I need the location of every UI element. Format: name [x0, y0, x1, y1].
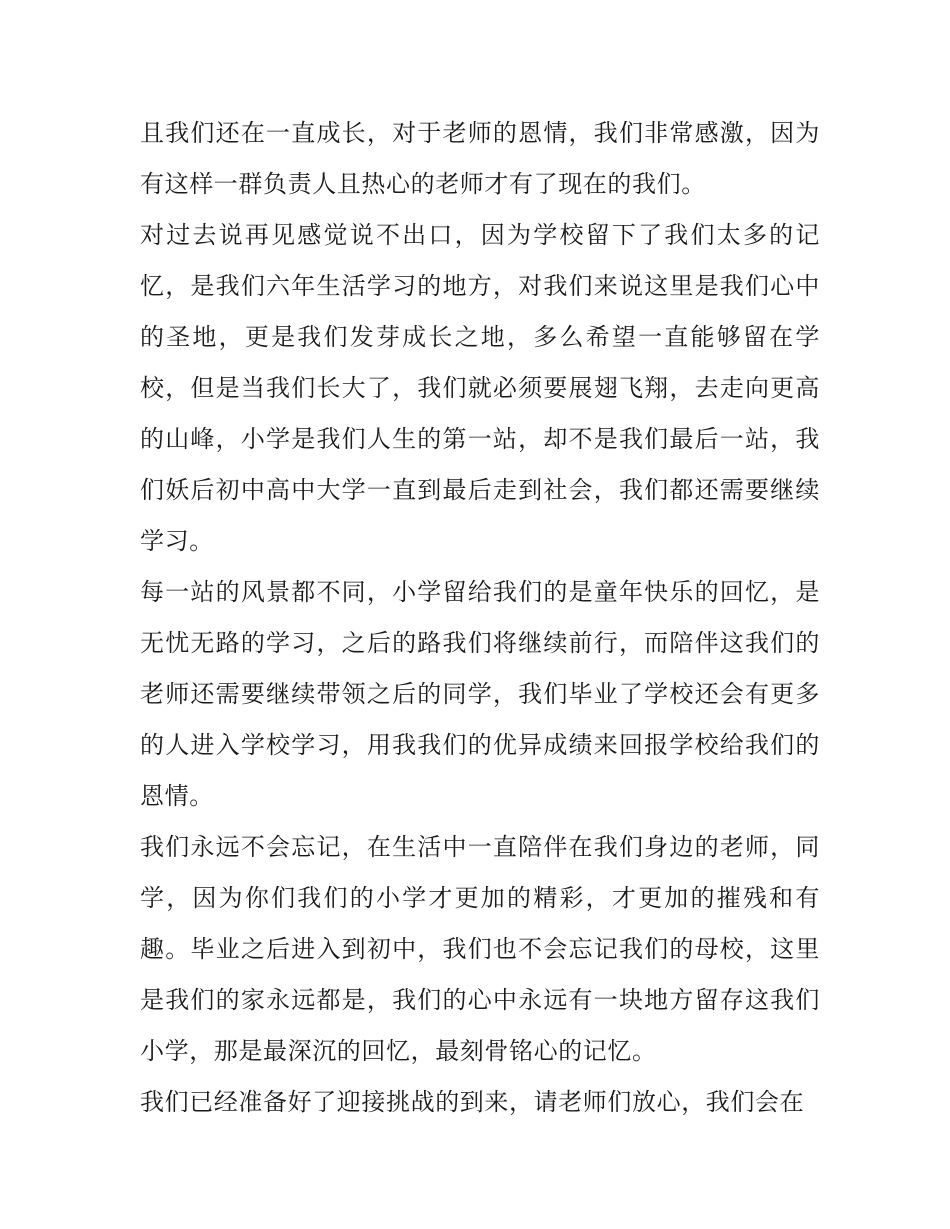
paragraph-3: 每一站的风景都不同，小学留给我们的是童年快乐的回忆，是无忧无路的学习，之后的路我们将继续前行，而陪伴这我们的老师还需要继续带领之后的同学，我们毕业了学校还会有更多的人进入学校学习，用我我们的优异成绩来回报学校给我们的恩情。 [140, 578, 820, 810]
paragraph-4: 我们永远不会忘记，在生活中一直陪伴在我们身边的老师，同学，因为你们我们的小学才更加的精彩，才更加的摧残和有趣。毕业之后进入到初中，我们也不会忘记我们的母校，这里是我们的家永远都是，我们的心中永远有一块地方留存这我们小学，那是最深沉的回忆，最刻骨铭心的记忆。 [140, 833, 820, 1065]
paragraph-5: 我们已经准备好了迎接挑战的到来，请老师们放心，我们会在 [140, 1088, 805, 1116]
paragraph-1: 且我们还在一直成长，对于老师的恩情，我们非常感激，因为有这样一群负责人且热心的老师才有了现在的我们。 [140, 119, 820, 198]
document-body [140, 108, 820, 1128]
paragraph-2: 对过去说再见感觉说不出口，因为学校留下了我们太多的记忆，是我们六年生活学习的地方，对我们来说这里是我们心中的圣地，更是我们发芽成长之地，多么希望一直能够留在学校，但是当我们长大了，我们就必须要展翅飞翔，去走向更高的山峰，小学是我们人生的第一站，却不是我们最后一站，我们妖后初中高中大学一直到最后走到社会，我们都还需要继续学习。 [140, 221, 820, 555]
